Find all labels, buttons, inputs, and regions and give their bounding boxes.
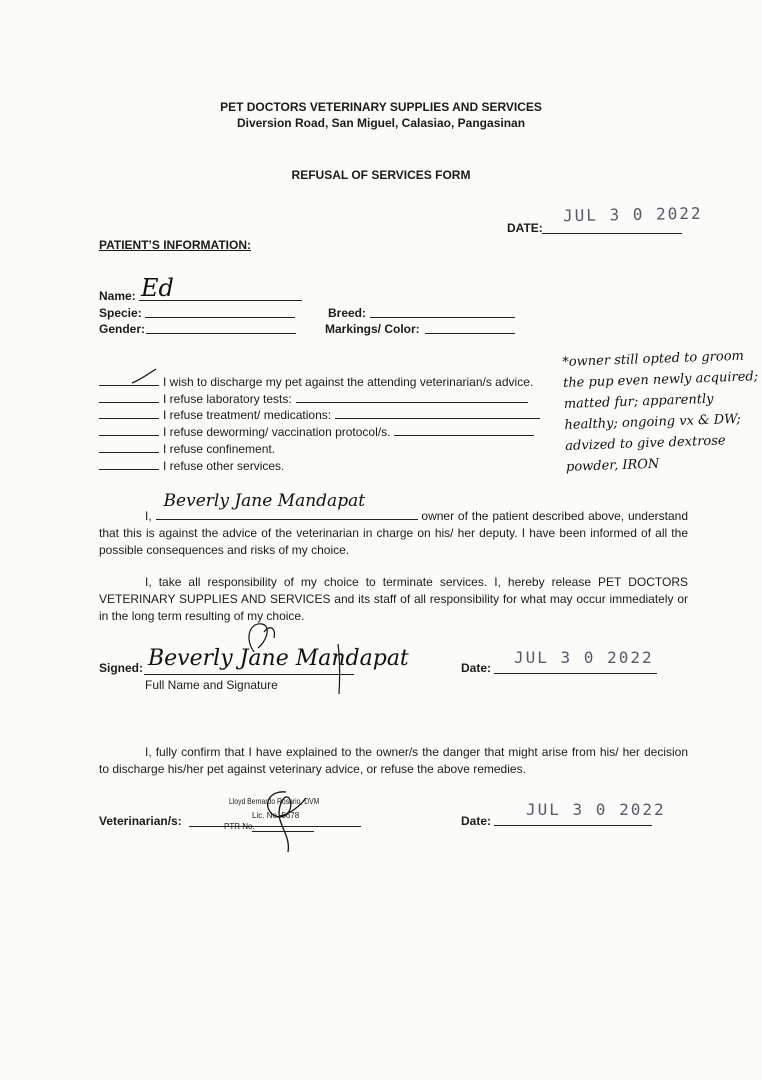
release-statement — [99, 574, 688, 625]
option-fill-line[interactable] — [394, 424, 534, 436]
option-label: I refuse other services. — [163, 459, 285, 473]
vet-statement-text: I, fully confirm that I have explained to the owner/s the danger that might arise from his/ her decision to discharge his/her pet against veterinary advice, or refuse the above remedies. — [99, 745, 688, 776]
specie-label: Specie: — [99, 306, 142, 320]
option-deworming[interactable] — [99, 424, 534, 439]
company-address: Diversion Road, San Miguel, Calasiao, Pangasinan — [236, 116, 526, 130]
option-blank[interactable] — [99, 424, 159, 436]
breed-label: Breed: — [328, 306, 367, 320]
option-label: I refuse deworming/ vaccination protocol/s. — [163, 425, 391, 439]
vet-signature-icon — [250, 786, 320, 854]
name-value: Ed — [141, 274, 174, 302]
veterinarian-label: Veterinarian/s: — [99, 814, 182, 828]
signature-flourish-icon — [240, 618, 300, 658]
option-label: I refuse confinement. — [163, 442, 276, 456]
patient-info-heading: PATIENT’S INFORMATION: — [99, 238, 251, 252]
option-fill-line[interactable] — [296, 391, 528, 403]
option-blank[interactable] — [99, 407, 159, 419]
signed-date-stamp: JUL 3 0 2022 — [514, 648, 654, 667]
option-label: I wish to discharge my pet against the attending veterinarian/s advice. — [163, 375, 534, 389]
markings-label: Markings/ Color: — [325, 322, 420, 336]
option-confinement[interactable] — [99, 441, 275, 456]
option-lab-tests[interactable] — [99, 391, 528, 406]
option-blank[interactable] — [99, 458, 159, 470]
option-fill-line[interactable] — [335, 407, 540, 419]
vet-statement — [99, 744, 688, 778]
vet-date-stamp: JUL 3 0 2022 — [526, 800, 666, 819]
option-other[interactable] — [99, 458, 284, 473]
option-blank[interactable] — [99, 441, 159, 453]
date-label: DATE: — [507, 221, 543, 235]
markings-field[interactable] — [425, 333, 515, 334]
owner-signature: Beverly Jane Mandapat — [148, 646, 409, 671]
breed-field[interactable] — [370, 317, 515, 318]
name-label: Name: — [99, 289, 136, 303]
release-text: I, take all responsibility of my choice to terminate services. I, hereby release PET DOCTORS VETERINARY SUPPLIES AND SERVICES and its staff of all responsibility for what may occur immediately or in the long term resulting of my choice. — [99, 575, 688, 623]
date-stamp: JUL 3 0 2022 — [562, 203, 703, 226]
form-title: REFUSAL OF SERVICES FORM — [291, 168, 471, 182]
owner-name-field[interactable] — [156, 491, 418, 520]
signature-caption: Full Name and Signature — [145, 678, 278, 692]
option-label: I refuse laboratory tests: — [163, 392, 292, 406]
option-label: I refuse treatment/ medications: — [163, 408, 332, 422]
owner-statement — [99, 491, 688, 559]
company-name: PET DOCTORS VETERINARY SUPPLIES AND SERVICES — [220, 100, 542, 114]
signature-line[interactable] — [144, 674, 354, 675]
owner-name-handwritten: Beverly Jane Mandapat — [163, 491, 366, 511]
signature-stroke-icon — [332, 640, 352, 696]
signed-date-label: Date: — [461, 661, 492, 675]
signed-label: Signed: — [99, 661, 143, 675]
vet-stamp-name: Lloyd Bernardo Rosario, DVM — [229, 797, 320, 806]
specie-field[interactable] — [145, 317, 295, 318]
gender-field[interactable] — [146, 333, 296, 334]
vet-stamp-ptr: PTR No. — [224, 822, 255, 831]
handwritten-note: *owner still opted to groom the pup even newly acquired; matted fur; apparently healthy; ongoing vx & DW; advized to give dextrose powder, IRON — [562, 348, 759, 475]
owner-statement-text: owner of the patient described above, understand that this is against the advice of the veterinarian in charge on his/ her deputy. I have been informed of all the possible consequences and risks of my choice. — [99, 509, 688, 557]
checkmark-icon — [130, 368, 170, 388]
vet-date-label: Date: — [461, 814, 492, 828]
date-line[interactable] — [542, 233, 682, 234]
owner-prefix: I, — [145, 509, 152, 523]
gender-label: Gender: — [99, 322, 146, 336]
signed-date-line[interactable] — [494, 673, 657, 674]
vet-stamp-license: Lic. No. 5678 — [252, 811, 300, 820]
option-treatment[interactable] — [99, 407, 540, 422]
vet-date-line[interactable] — [494, 825, 652, 826]
option-blank[interactable] — [99, 391, 159, 403]
